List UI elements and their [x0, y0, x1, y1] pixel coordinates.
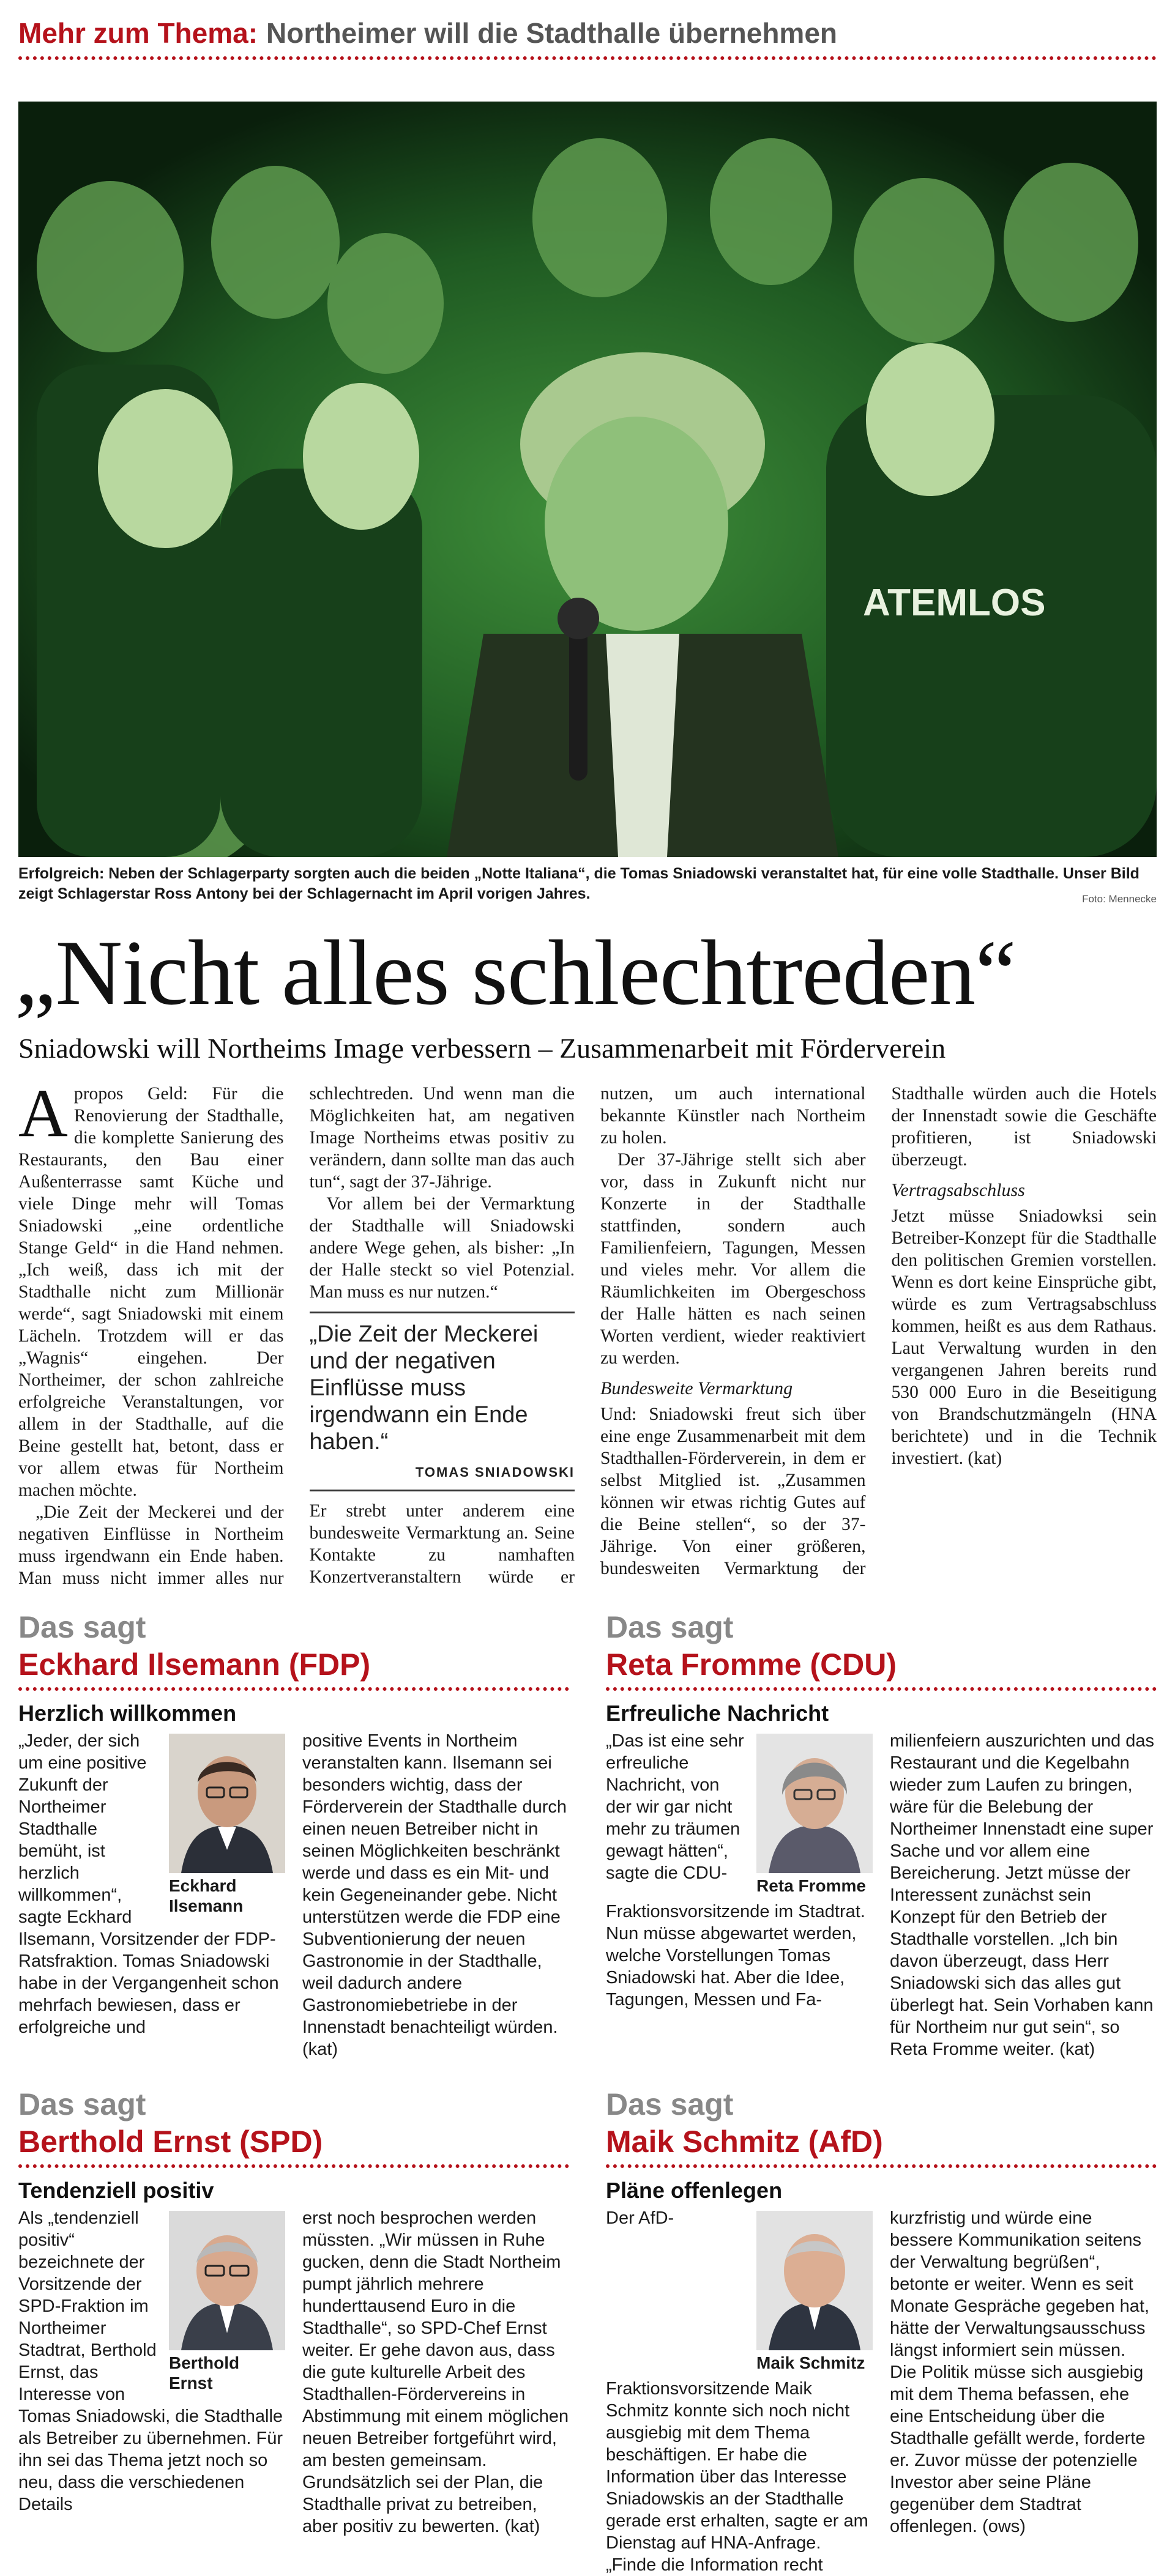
- opinion-column: [302, 1730, 569, 2060]
- opinion-body: [606, 1730, 1157, 2060]
- topic-label: Mehr zum Thema:: [18, 17, 258, 49]
- opinion-box-cdu: [606, 1609, 1157, 2060]
- opinion-name: Eckhard Ilsemann (FDP): [18, 1647, 371, 1682]
- pull-quote-text: „Die Zeit der Meckerei und der negativen Einflüsse muss irgendwann ein Ende haben.“: [309, 1321, 539, 1455]
- concert-crowd-image: [18, 102, 1157, 857]
- opinion-divider: [606, 2164, 1157, 2168]
- portrait: [169, 1734, 285, 1916]
- topic-title: Northeimer will die Stadthalle übernehmen: [266, 17, 838, 49]
- paragraph: Jetzt müsse Sniadowksi sein Betreiber-Konzept für die Stadthalle den politischen Gremien vorstellen. Wenn es dort keine Einsprüche gibt, würde es zum Vertragsabschluss kommen, heißt es aus dem Rathaus. Laut Verwaltung wurden in den vergangenen Jahren bereits rund 530 000 Euro in die Beseitigung von Brandschutzmängeln (HNA berichtete) und in die Technik investiert. (kat): [891, 1206, 1157, 1468]
- opinion-divider: [18, 2164, 569, 2168]
- photo-credit: Foto: Mennecke: [1082, 893, 1157, 905]
- opinion-column: [18, 1730, 285, 2060]
- opinion-prefix: Das sagt: [18, 2087, 146, 2121]
- photo-caption: [18, 864, 1157, 909]
- paragraph: „Die Zeit der Meckerei und der negativen Einflüsse in Northeim muss irgendwann ein Ende haben. Man muss nicht immer alles nur schlechtreden. Und wenn man die Möglichkeiten hat, am negativen Image Northeims etwas positiv zu verändern, dann sollte man das auch tun“, sagt der 37-Jährige.: [18, 1084, 575, 1588]
- portrait: [756, 1734, 873, 1896]
- section-subhead: Bundesweite Vermarktung: [600, 1378, 793, 1398]
- opinion-text: kurzfristig und würde eine bessere Kommunikation seitens der Verwaltung begrüßen“, betonte er weiter. Wenn es seit Monate Gespräche gegeben hat, hätte der Verwaltungsausschuss längst informiert sein müssen. Die Politik müsse sich ausgiebig mit dem Thema befassen, ehe eine Entscheidung über die Stadthalle gefällt werde, forderte er. Zuvor müsse der potenzielle Investor aber seine Pläne gegenüber dem Stadtrat offenlegen. (ows): [890, 2208, 1150, 2536]
- opinion-body: [606, 2207, 1157, 2576]
- opinion-text: „Jeder, der sich um eine positive Zukunft der Northeimer Stadthalle bemüht, ist herzlich willkommen“, sagte Eckhard Ilsemann, Vorsitzender der FDP-Ratsfraktion. Tomas Sniadowski habe in der Vergangenheit schon mehrfach bewiesen, dass er erfolgreiche und: [18, 1731, 279, 2037]
- headline: „Nicht alles schlechtreden“: [15, 921, 1016, 1024]
- opinion-name: Reta Fromme (CDU): [606, 1647, 897, 1682]
- portrait-caption: Reta Fromme: [756, 1876, 866, 1895]
- opinion-kicker: Tendenziell positiv: [18, 2178, 214, 2203]
- opinion-text: erst noch besprochen werden müssten. „Wir müssen in Ruhe gucken, denn die Stadt Northeim pumpt jährlich mehrere hunderttausend Euro in die Stadthalle“, so SPD-Chef Ernst weiter. Er gehe davon aus, dass die gute kulturelle Arbeit des Stadthallen-Fördervereins in Abstimmung mit einem möglichen neuen Betreiber fortgeführt wird, am besten gemeinsam. Grundsätzlich sei der Plan, die Stadthalle privat zu betreiben, aber positiv zu bewerten. (kat): [302, 2208, 569, 2536]
- opinion-column: [18, 2207, 285, 2537]
- opinion-kicker: Herzlich willkommen: [18, 1701, 237, 1726]
- subheadline: Sniadowski will Northeims Image verbessern – Zusammenarbeit mit Förderverein: [18, 1033, 946, 1064]
- lead-photo: [18, 102, 1157, 857]
- opinion-kicker: Erfreuliche Nachricht: [606, 1701, 829, 1726]
- paragraph: Und: Sniadowski freut sich über eine enge Zusammenarbeit mit dem Stadthallen-Förderverein, in dem er selbst Mitglied ist. „Zusammen können wir etwas richtig Gutes auf die Beine stellen“, so der 37-Jährige. Von einer größeren, bundesweiten Vermarktung der Stadthalle würden auch die Hotels der Innenstadt sowie die Geschäfte profitieren, ist Sniadowski überzeugt.: [600, 1084, 1157, 1578]
- drop-cap: A: [18, 1075, 68, 1151]
- opinion-name: Maik Schmitz (AfD): [606, 2125, 883, 2159]
- section-subhead: Vertragsabschluss: [891, 1180, 1025, 1200]
- opinion-prefix: Das sagt: [606, 1610, 734, 1644]
- opinion-column: [606, 2207, 873, 2576]
- opinion-box-spd: [18, 2086, 569, 2537]
- opinion-prefix: Das sagt: [606, 2087, 734, 2121]
- caption-text: Erfolgreich: Neben der Schlagerparty sorgten auch die beiden „Notte Italiana“, die Tomas Sniadowski veranstaltet hat, für eine volle Stadthalle. Unser Bild zeigt Schlagerstar Ross Antony bei der Schlagernacht im April vorigen Jahres.: [18, 865, 1140, 902]
- opinion-body: [18, 1730, 569, 2060]
- opinion-column: [606, 1730, 873, 2060]
- opinion-name: Berthold Ernst (SPD): [18, 2125, 323, 2159]
- portrait-caption: Eckhard Ilsemann: [169, 1876, 244, 1915]
- shirt-text: ATEMLOS: [863, 582, 1046, 624]
- opinion-divider: [606, 1687, 1157, 1691]
- portrait-photo: [756, 2211, 873, 2350]
- paragraph-text: propos Geld: Für die Renovierung der Stadthalle, die komplette Sanierung des Restaurants, den Bau einer Außenterrasse samt Küche und viele Dinge mehr will Tomas Sniadowski „eine ordentliche Stange Geld“ in die Hand nehmen. „Ich weiß, dass ich mit der Stadthalle nicht zum Millionär werde“, sagt Sniadowski mit einem Lächeln. Trotzdem will er das „Wagnis“ eingehen. Der Northeimer, der schon zahlreiche erfolgreiche Veranstaltungen, vor allem in der Stadthalle, auf die Beine gestellt hat, betont, dass er vor allem etwas für Northeim machen möchte.: [18, 1084, 284, 1500]
- paragraph: Der 37-Jährige stellt sich aber vor, dass in Zukunft nicht nur Konzerte in der Stadthalle stattfinden, sondern auch Familienfeiern, Tagungen, Messen und vieles mehr. Vor allem die Räumlichkeiten im Obergeschoss der Halle hätten es nach seinen Worten verdient, wieder reaktiviert zu werden.: [600, 1150, 866, 1368]
- portrait-caption: Maik Schmitz: [756, 2353, 865, 2372]
- opinion-box-afd: [606, 2086, 1157, 2576]
- opinion-box-fdp: [18, 1609, 569, 2060]
- opinion-text: milienfeiern auszurichten und das Restaurant und die Kegelbahn wieder zum Laufen zu bringen, wäre für die Belebung der Northeimer Innenstadt eine super Sache und vor allem eine Bereicherung. Jetzt müsse der Interessent zunächst sein Konzept für den Betrieb der Stadthalle vorstellen. „Ich bin davon überzeugt, dass Herr Sniadowski sich das alles gut überlegt hat. Sein Vorhaben kann für Northeim nur gut sein“, so Reta Fromme weiter. (kat): [890, 1731, 1155, 2059]
- article-body: [18, 1075, 1157, 1597]
- opinion-text: „Das ist eine sehr erfreuliche Nachricht, von der wir gar nicht mehr zu träumen gewagt hätten“, sagte die CDU-Fraktionsvorsitzende im Stadtrat. Nun müsse abgewartet werden, welche Vorstellungen Tomas Sniadowski hat. Aber die Idee, Tagungen, Messen und Fa-: [606, 1731, 865, 2010]
- paragraph: [18, 1075, 284, 1501]
- opinion-kicker: Pläne offenlegen: [606, 2178, 783, 2203]
- topic-divider: [18, 56, 1157, 60]
- paragraph: Vor allem bei der Vermarktung der Stadthalle will Sniadowski andere Wege gehen, als bisher: „In der Halle steckt so viel Potenzial. Man muss es nur nutzen.“: [309, 1194, 575, 1302]
- pull-quote: [310, 1312, 575, 1491]
- portrait-photo: [169, 2211, 285, 2350]
- pull-quote-author: TOMAS SNIADOWSKI: [415, 1464, 575, 1480]
- opinion-prefix: Das sagt: [18, 1610, 146, 1644]
- opinion-column: [890, 2207, 1157, 2576]
- opinion-column: [302, 2207, 569, 2537]
- portrait-photo: [756, 1734, 873, 1873]
- paragraph: Er strebt unter anderem eine bundesweite Vermarktung an. Seine Kontakte zu namhaften Konzertveranstaltern würde er nutzen, um auch international bekannte Künstler nach Northeim zu holen.: [309, 1084, 866, 1587]
- portrait: [169, 2211, 285, 2393]
- opinion-column: [890, 1730, 1157, 2060]
- opinion-body: [18, 2207, 569, 2537]
- portrait-caption: Berthold Ernst: [169, 2353, 240, 2392]
- opinion-divider: [18, 1687, 569, 1691]
- portrait-photo: [169, 1734, 285, 1873]
- portrait: [756, 2211, 873, 2373]
- opinion-text: positive Events in Northeim veranstalten kann. Ilsemann sei besonders wichtig, dass der Förderverein der Stadthalle durch einen neuen Betreiber nicht in seinen Möglichkeiten beschränkt werde und dass es ein Mit- und kein Gegeneinander gebe. Nicht unterstützen werde die FDP eine Subventionierung der neuen Gastronomie in der Stadthalle, weil dadurch andere Gastronomiebetriebe in der Innenstadt benachteiligt würden. (kat): [302, 1731, 567, 2059]
- opinion-text: Als „tendenziell positiv“ bezeichnete der Vorsitzende der SPD-Fraktion im Northeimer Stadtrat, Berthold Ernst, das Interesse von Tomas Sniadowski, die Stadthalle als Betreiber zu übernehmen. Für ihn sei das Thema jetzt noch so neu, dass die verschiedenen Details: [18, 2208, 283, 2514]
- opinion-text: Der AfD-Fraktionsvorsitzende Maik Schmitz konnte sich noch nicht ausgiebig mit dem Thema beschäftigen. Er habe die Information über das Interesse Sniadowskis an der Stadthalle gerade erst erhalten, sagte er am Dienstag auf HNA-Anfrage. „Finde die Information recht: [606, 2208, 868, 2575]
- topic-header: [18, 9, 1157, 58]
